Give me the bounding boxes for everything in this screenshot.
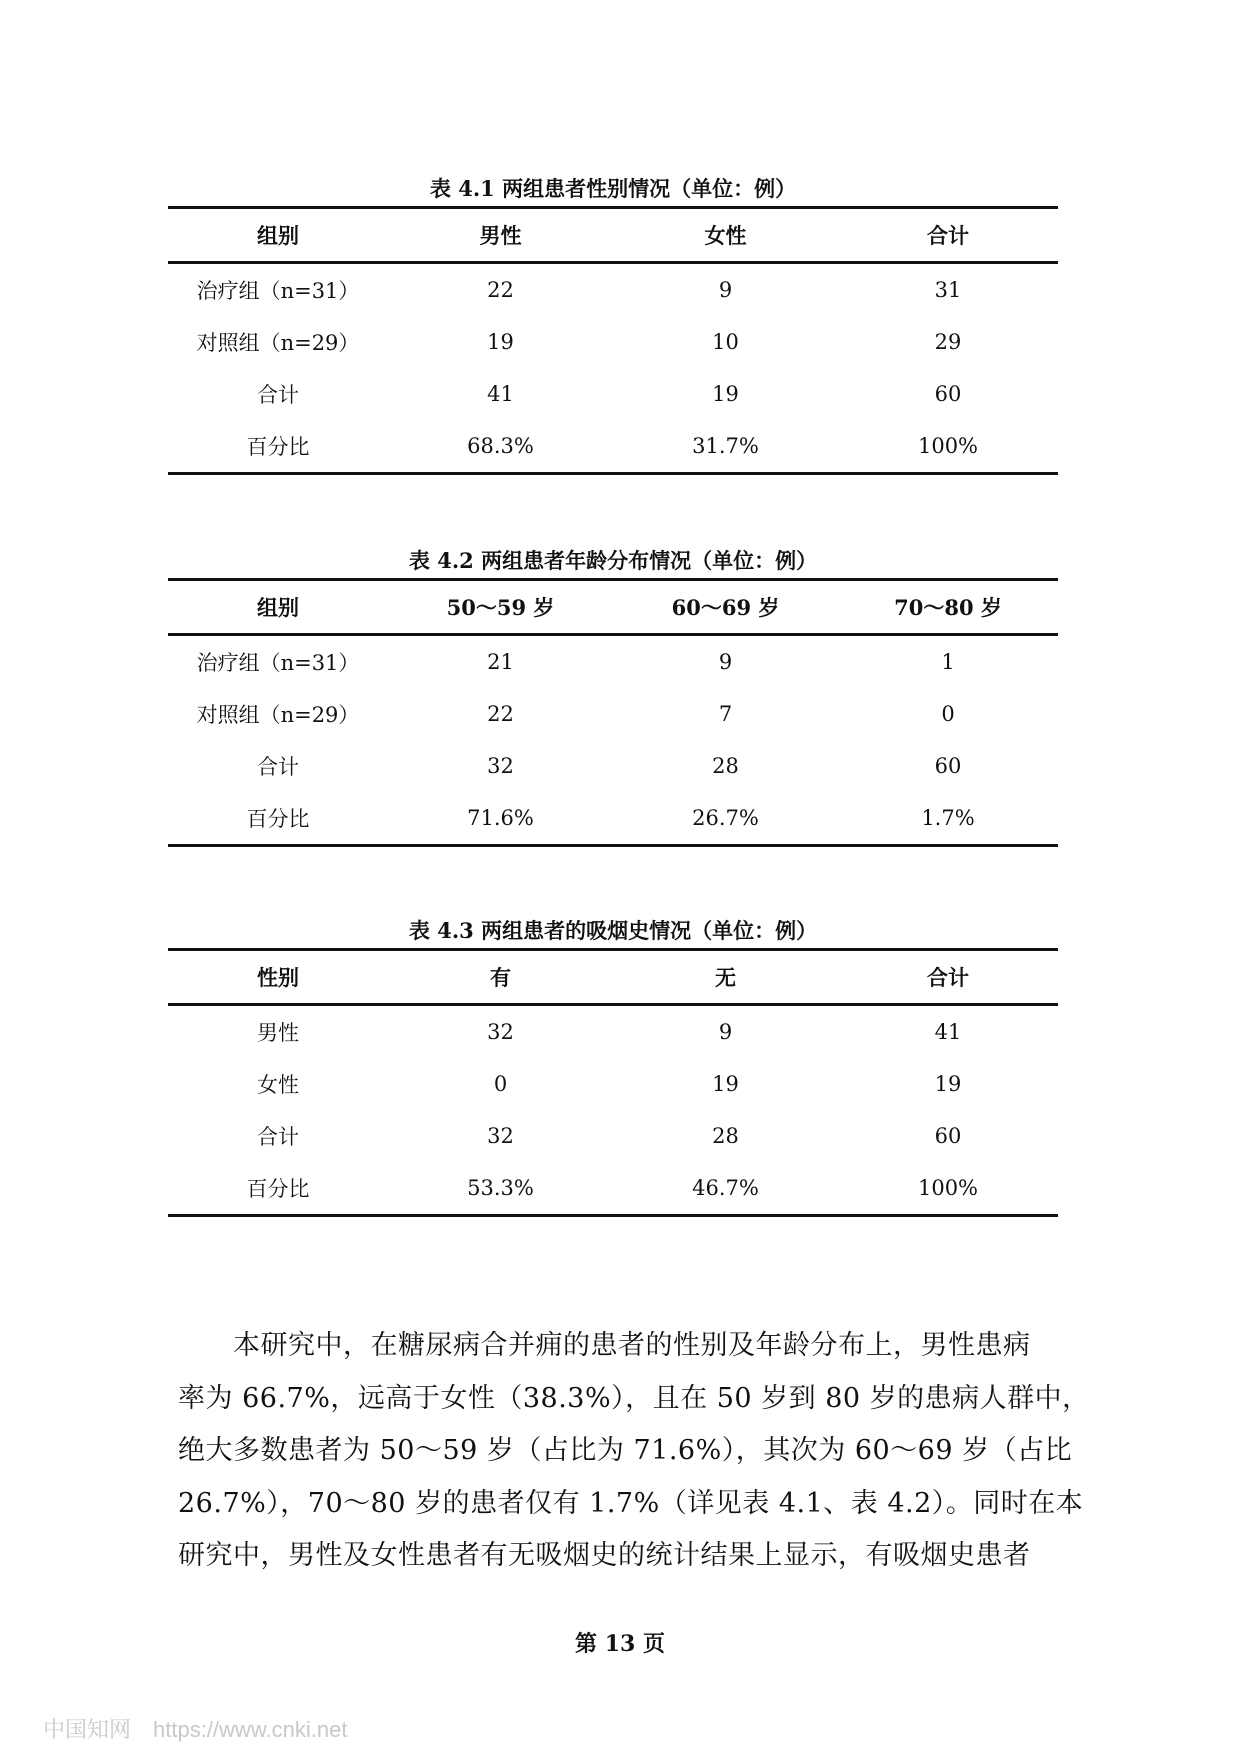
table-cell: 治疗组（n=31） xyxy=(196,279,360,303)
table-cell: 53.3% xyxy=(467,1176,534,1200)
table-cell: 22 xyxy=(487,278,514,302)
table-cell: 7 xyxy=(718,702,733,726)
table-4-3-caption: 表 4.3 两组患者的吸烟史情况（单位：例） xyxy=(408,918,818,943)
table-cell: 百分比 xyxy=(246,807,310,831)
table-cell: 28 xyxy=(712,754,739,778)
column-header: 合计 xyxy=(838,208,1058,263)
table-row xyxy=(168,263,1058,317)
table-cell: 100% xyxy=(917,1176,979,1200)
table-cell: 19 xyxy=(487,330,514,354)
column-header: 女性 xyxy=(613,208,838,263)
table-row xyxy=(168,688,1058,740)
column-header: 组别 xyxy=(168,580,388,635)
table-cell: 百分比 xyxy=(246,435,310,459)
table-row xyxy=(168,635,1058,689)
column-header: 男性 xyxy=(388,208,613,263)
table-cell: 32 xyxy=(487,1124,514,1148)
table-cell: 0 xyxy=(493,1072,508,1096)
table-cell: 19 xyxy=(712,1072,739,1096)
table-cell: 71.6% xyxy=(467,806,534,830)
table-row xyxy=(168,420,1058,474)
table-row xyxy=(168,1058,1058,1110)
column-header: 无 xyxy=(613,950,838,1005)
table-4-1-caption: 表 4.1 两组患者性别情况（单位：例） xyxy=(429,176,797,201)
table-4-3 xyxy=(168,948,1058,1217)
table-row xyxy=(168,316,1058,368)
body-line: 绝大多数患者为 50～59 岁（占比为 71.6%），其次为 60～69 岁（占比 xyxy=(178,1435,1073,1466)
table-4-2-caption: 表 4.2 两组患者年龄分布情况（单位：例） xyxy=(408,548,818,573)
table-cell: 合计 xyxy=(257,1125,299,1149)
table-row xyxy=(168,368,1058,420)
watermark-url: https://www.cnki.net xyxy=(153,1717,348,1742)
table-cell: 百分比 xyxy=(246,1177,310,1201)
table-cell: 32 xyxy=(487,754,514,778)
table-cell: 19 xyxy=(712,382,739,406)
column-header: 70～80 岁 xyxy=(838,580,1058,635)
table-cell: 对照组（n=29） xyxy=(196,703,360,727)
column-header: 有 xyxy=(388,950,613,1005)
table-cell: 9 xyxy=(718,278,733,302)
table-cell: 41 xyxy=(934,1020,962,1044)
table-cell: 46.7% xyxy=(692,1176,759,1200)
table-cell: 10 xyxy=(712,330,739,354)
table-cell: 19 xyxy=(934,1072,962,1096)
table-cell: 32 xyxy=(487,1020,514,1044)
table-cell: 女性 xyxy=(257,1073,299,1097)
table-cell: 治疗组（n=31） xyxy=(196,651,360,675)
column-header: 60～69 岁 xyxy=(613,580,838,635)
table-cell: 60 xyxy=(934,1124,962,1148)
table-cell: 合计 xyxy=(257,383,299,407)
table-header-row xyxy=(168,208,1058,263)
table-4-2 xyxy=(168,578,1058,847)
table-header-row xyxy=(168,580,1058,635)
table-row xyxy=(168,792,1058,846)
table-cell: 31 xyxy=(934,278,962,302)
table-cell: 9 xyxy=(718,650,733,674)
table-cell: 29 xyxy=(934,330,962,354)
table-cell: 31.7% xyxy=(692,434,759,458)
table-cell: 100% xyxy=(917,434,979,458)
body-paragraph xyxy=(178,1320,1098,1583)
table-row xyxy=(168,1110,1058,1162)
body-line: 率为 66.7%，远高于女性（38.3%），且在 50 岁到 80 岁的患病人群中， xyxy=(178,1382,1090,1414)
table-cell: 68.3% xyxy=(467,434,534,458)
column-header: 组别 xyxy=(168,208,388,263)
table-4-1 xyxy=(168,206,1058,475)
table-cell: 1 xyxy=(941,650,955,674)
body-line: 本研究中，在糖尿病合并痈的患者的性别及年龄分布上，男性患病 xyxy=(178,1330,1031,1361)
table-header-row xyxy=(168,950,1058,1005)
watermark xyxy=(43,1713,369,1744)
body-line: 研究中，男性及女性患者有无吸烟史的统计结果上显示，有吸烟史患者 xyxy=(178,1540,1031,1571)
column-header: 性别 xyxy=(168,950,388,1005)
table-cell: 21 xyxy=(487,650,514,674)
table-cell: 男性 xyxy=(257,1021,299,1045)
table-cell: 41 xyxy=(487,382,514,406)
table-cell: 26.7% xyxy=(692,806,759,830)
page-number: 第 13 页 xyxy=(575,1631,665,1657)
table-cell: 0 xyxy=(941,702,955,726)
table-row xyxy=(168,1005,1058,1059)
table-cell: 60 xyxy=(934,754,962,778)
column-header: 合计 xyxy=(838,950,1058,1005)
table-cell: 22 xyxy=(487,702,514,726)
table-cell: 28 xyxy=(712,1124,739,1148)
table-cell: 合计 xyxy=(257,755,299,779)
table-cell: 1.7% xyxy=(921,806,975,830)
table-row xyxy=(168,1162,1058,1216)
column-header: 50～59 岁 xyxy=(388,580,613,635)
body-line: 26.7%），70～80 岁的患者仅有 1.7%（详见表 4.1、表 4.2）。同时在本 xyxy=(178,1487,1084,1519)
table-row xyxy=(168,740,1058,792)
table-cell: 对照组（n=29） xyxy=(196,331,360,355)
table-cell: 9 xyxy=(718,1020,733,1044)
watermark-brand: 中国知网 xyxy=(43,1717,132,1742)
table-cell: 60 xyxy=(934,382,962,406)
